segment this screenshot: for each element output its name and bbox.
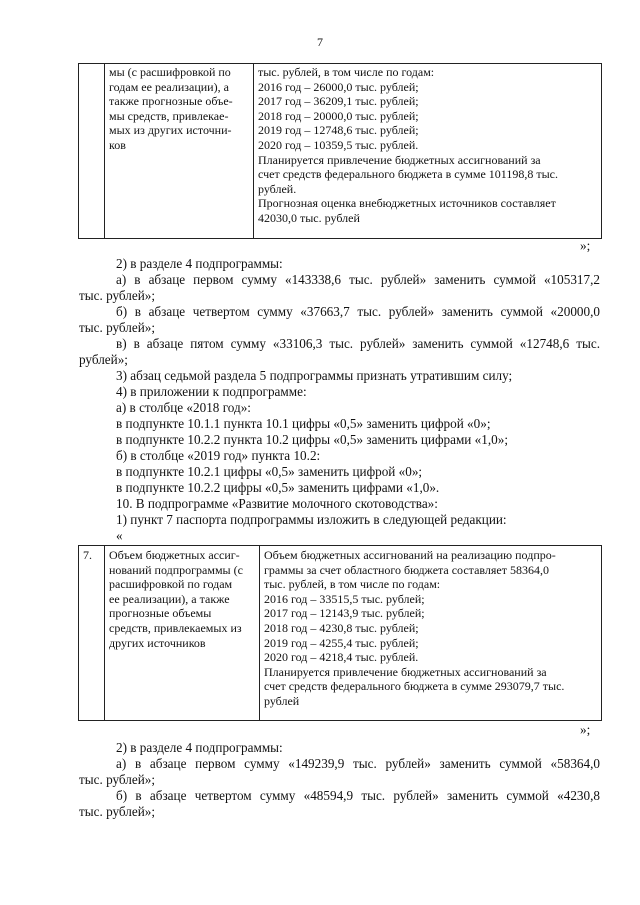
paragraph-line: б) в абзаце четвертом сумму «48594,9 тыс. рублей» заменить суммой «4230,8 [116,788,600,803]
paragraph-line: 2) в разделе 4 подпрограммы: [116,256,283,271]
table2-value-line: Планируется привлечение бюджетных ассигнований за [264,664,547,679]
table2-number-cell: 7. [79,546,105,721]
table2-value-line: 2018 год – 4230,8 тыс. рублей; [264,620,419,635]
table1-label-line: мых из других источни- [109,123,232,138]
closing-quote-1: »; [580,238,591,253]
paragraph-line: а) в столбце «2018 год»: [116,400,251,415]
table2-label-cell [105,546,260,721]
paragraph-line: 2) в разделе 4 подпрограммы: [116,740,283,755]
table1-value-line: счет средств федерального бюджета в сумме 101198,8 тыс. [258,167,558,182]
passport-table-2 [78,545,602,721]
table2-value-line: 2016 год – 33515,5 тыс. рублей; [264,591,425,606]
table2-value-line: счет средств федерального бюджета в сумме 293079,7 тыс. [264,679,565,694]
table1-label-line: ков [109,137,126,152]
table1-value-line: Прогнозная оценка внебюджетных источников составляет [258,196,556,211]
paragraph-line: в подпункте 10.2.2 цифры «0,5» заменить цифрами «1,0». [116,480,440,495]
paragraph-line: 10. В подпрограмме «Развитие молочного скотоводства»: [116,496,438,511]
opening-quote: « [116,528,123,543]
closing-quote-2: »; [580,722,591,737]
table2-value-line: рублей [264,693,300,708]
paragraph-line: 1) пункт 7 паспорта подпрограммы изложить в следующей редакции: [116,512,507,527]
table1-value-line: Планируется привлечение бюджетных ассигнований за [258,152,541,167]
table1-value-line: 2016 год – 26000,0 тыс. рублей; [258,79,419,94]
table2-value-line: Объем бюджетных ассигнований на реализацию подпро- [264,548,556,562]
table1-value-line: 2018 год – 20000,0 тыс. рублей; [258,108,419,123]
paragraph-line: тыс. рублей»; [79,288,156,303]
table1-label-line: годам ее реализации), а [109,79,229,94]
table2-label-line: прогнозные объемы [109,606,212,621]
table1-value-cell [254,64,602,239]
paragraph-line: в подпункте 10.1.1 пункта 10.1 цифры «0,5» заменить цифрой «0»; [116,416,491,431]
paragraph-line: рублей»; [79,352,128,367]
table1-number-cell [79,64,105,239]
table1-value-line: 42030,0 тыс. рублей [258,210,360,225]
paragraph-line: тыс. рублей»; [79,772,156,787]
paragraph-line: в) в абзаце пятом сумму «33106,3 тыс. рублей» заменить суммой «12748,6 тыс. [116,336,600,351]
paragraph-line: б) в столбце «2019 год» пункта 10.2: [116,448,321,463]
table2-label-line: средств, привлекаемых из [109,620,242,635]
table1-label-cell [105,64,254,239]
table2-value-cell [260,546,602,721]
paragraph-line: тыс. рублей»; [79,804,156,819]
table2-label-line: расшифровкой по годам [109,577,233,592]
paragraph-line: 4) в приложении к подпрограмме: [116,384,307,399]
table1-value-line: 2019 год – 12748,6 тыс. рублей; [258,123,419,138]
table1-label-line: мы (с расшифровкой по [109,65,231,79]
table2-label-line: Объем бюджетных ассиг- [109,548,240,562]
table1-label-line: мы средств, привлекае- [109,108,229,123]
table2-value-line: 2017 год – 12143,9 тыс. рублей; [264,606,425,621]
page-number: 7 [317,35,323,49]
table2-label-line: других источников [109,635,206,650]
paragraph-line: тыс. рублей»; [79,320,156,335]
table2-value-line: 2020 год – 4218,4 тыс. рублей. [264,650,419,665]
table2-label-line: ее реализации), а также [109,591,230,606]
paragraph-line: а) в абзаце первом сумму «149239,9 тыс. рублей» заменить суммой «58364,0 [116,756,600,771]
table1-value-line: 2017 год – 36209,1 тыс. рублей; [258,94,419,109]
table2-value-line: граммы за счет областного бюджета составляет 58364,0 [264,562,549,577]
paragraph-line: в подпункте 10.2.2 пункта 10.2 цифры «0,5» заменить цифрами «1,0»; [116,432,508,447]
passport-table-1 [78,63,602,239]
table1-value-line: рублей. [258,181,297,196]
table1-value-line: тыс. рублей, в том числе по годам: [258,65,435,79]
paragraph-line: в подпункте 10.2.1 цифры «0,5» заменить цифрой «0»; [116,464,423,479]
table1-value-line: 2020 год – 10359,5 тыс. рублей. [258,137,419,152]
table1-label-line: также прогнозные объе- [109,94,233,109]
table2-label-line: нований подпрограммы (с [109,562,243,577]
paragraph-line: а) в абзаце первом сумму «143338,6 тыс. рублей» заменить суммой «105317,2 [116,272,600,287]
table2-value-line: 2019 год – 4255,4 тыс. рублей; [264,635,419,650]
paragraph-line: б) в абзаце четвертом сумму «37663,7 тыс. рублей» заменить суммой «20000,0 [116,304,600,319]
paragraph-line: 3) абзац седьмой раздела 5 подпрограммы признать утратившим силу; [116,368,513,383]
table2-value-line: тыс. рублей, в том числе по годам: [264,577,441,592]
